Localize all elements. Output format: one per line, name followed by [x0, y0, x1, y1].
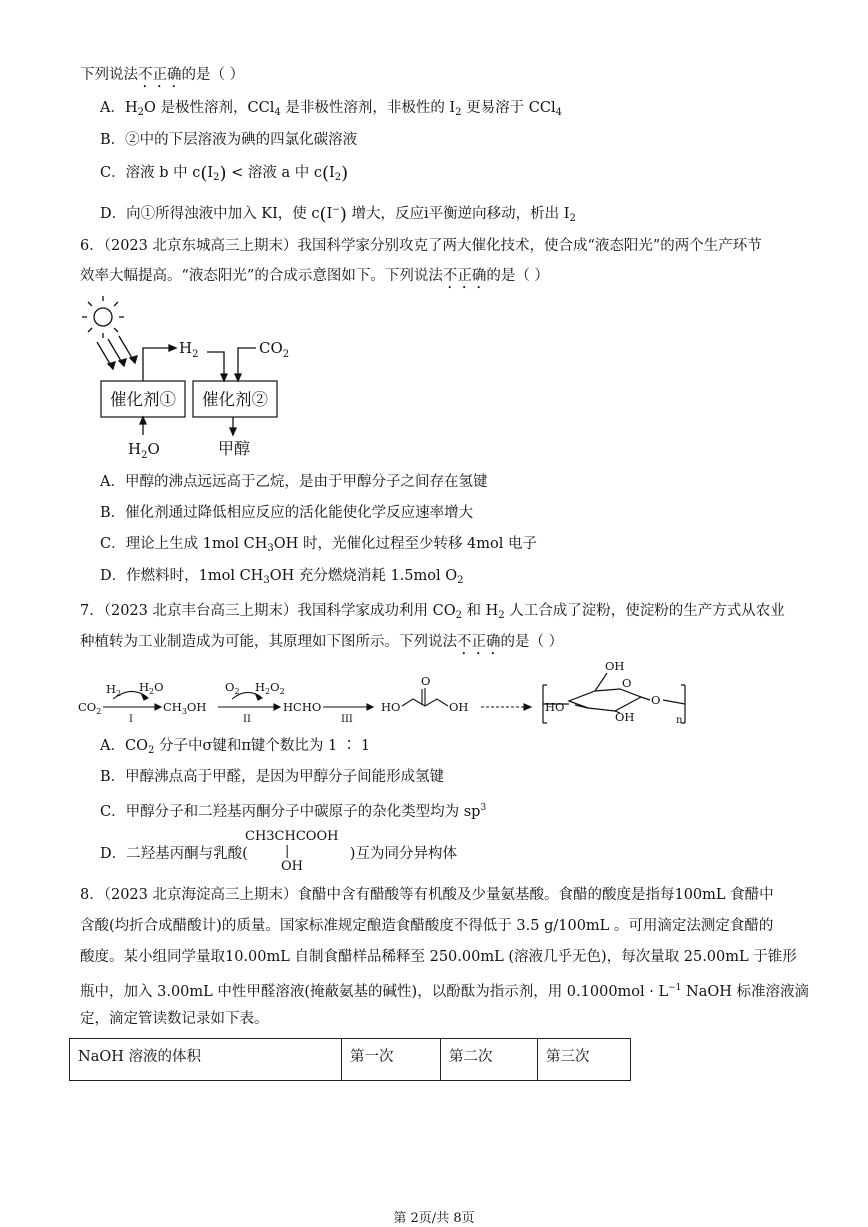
dihydroxyacetone-skeleton [402, 688, 448, 706]
q8-line1: 8．（2023 北京海淀高三上期末）食醋中含有醋酸等有机酸及少量氨基酸。食醋的酸度是指每100mL 食醋中 [80, 887, 774, 903]
liquid-sunshine-diagram [75, 295, 315, 465]
ring-oh: OH [615, 710, 635, 724]
water-label: $H_2O$ [128, 440, 160, 461]
titration-table [69, 1038, 631, 1081]
repeat-n: n [676, 715, 683, 726]
co2-label: $CO_2$ [259, 339, 290, 360]
sun-icon [82, 296, 124, 338]
formaldehyde: HCHO [283, 700, 322, 714]
table-header-first: 第一次 [342, 1039, 441, 1081]
light-ray-arrows [97, 336, 137, 369]
co2-reactant: $CO_2$ [78, 700, 102, 716]
ring-oh-top: OH [605, 659, 625, 673]
glycosidic-oxygen: O [651, 693, 661, 707]
methanol: $CH_3OH$ [163, 700, 207, 716]
q8-line5: 定，滴定管读数记录如下表。 [80, 1011, 269, 1027]
q7-option-d: D．二羟基丙酮与乳酸( )互为同分异构体 [100, 846, 457, 862]
table-header-second: 第二次 [441, 1039, 538, 1081]
catalyst-2-label: 催化剂② [202, 390, 268, 409]
step-2-label: II [243, 714, 251, 725]
intro-text: 下列说法 [80, 67, 138, 83]
h2o-byproduct: $H_2O$ [139, 680, 164, 696]
h2o2-byproduct: $H_2O_2$ [255, 680, 285, 696]
q8-line4: 瓶中，加入 3.00mL 中性甲醛溶液(掩蔽氨基的碱性)，以酚酞为指示剂，用 $0.1000mol \cdot L^{-1}$ NaOH 标准溶液滴 [80, 983, 809, 1000]
ring-ho: HO [545, 700, 565, 714]
lactic-acid-oh: OH [281, 859, 303, 874]
q5-option-c: C．溶液 b 中 $c(I_2)$ < 溶液 a 中 $c(I_2)$ [100, 163, 349, 184]
starch-synthesis-scheme [75, 655, 695, 730]
step-3-label: III [341, 714, 353, 725]
dha-carbonyl-o: O [421, 674, 431, 688]
q6-option-a: A．甲醇的沸点远远高于乙烷，是由于甲醇分子之间存在氢键 [100, 474, 488, 490]
glucose-ring-structure [543, 673, 685, 723]
step-1-label: I [129, 714, 133, 725]
table-row [70, 1039, 631, 1081]
q7-stem-line1: 7．（2023 北京丰台高三上期末）我国科学家成功利用 $CO_2$ 和 $H_2$ 人工合成了淀粉，使淀粉的生产方式从农业 [80, 603, 785, 621]
hydrogen-label: $H_2$ [179, 339, 199, 360]
q7-stem-line2: 种植转为工业制造成为可能，其原理如下图所示。下列说法不正确的是（ ） [80, 634, 564, 650]
page-footer: 第 2页/共 8页 [393, 1211, 475, 1226]
emphasis-text: 不正确 [138, 67, 182, 83]
question-intro [80, 64, 244, 91]
q7-option-a: A．$CO_2$ 分子中σ键和π键个数比为 1 ∶ 1 [100, 738, 371, 756]
q5-option-a: A．$H_2O$ 是极性溶剂，CCl$_4$ 是非极性溶剂，非极性的 $I_2$ 更易溶于 CCl$_4$ [100, 100, 562, 118]
q5-option-d: D．向①所得浊液中加入 KI，使 c(I−) 增大，反应i平衡逆向移动，析出 $I_2$ [100, 204, 576, 225]
catalyst-1-label: 催化剂① [110, 390, 176, 409]
dha-oh: OH [449, 700, 469, 714]
q5-option-b: B．②中的下层溶液为碘的四氯化碳溶液 [100, 132, 358, 148]
q6-stem-line2: 效率大幅提高。“液态阳光”的合成示意图如下。下列说法不正确的是（ ） [80, 268, 549, 284]
q6-stem-line1: 6．（2023 北京东城高三上期末）我国科学家分别攻克了两大催化技术，使合成“液态阳光”的两个生产环节 [80, 238, 762, 254]
q7-option-b: B．甲醇沸点高于甲醛，是因为甲醇分子间能形成氢键 [100, 769, 445, 785]
ring-oxygen: O [622, 676, 632, 690]
q6-option-b: B．催化剂通过降低相应反应的活化能使化学反应速率增大 [100, 505, 474, 521]
table-header-volume: NaOH 溶液的体积 [70, 1039, 342, 1081]
lactic-acid-formula: CH3CHCOOH | OH [245, 829, 339, 874]
methanol-label: 甲醇 [218, 439, 251, 458]
q7-option-c: C．甲醇分子和二羟基丙酮分子中碳原子的杂化类型均为 $sp^3$ [100, 803, 487, 820]
lactic-acid-top: CH3CHCOOH [245, 829, 339, 844]
q8-line3: 酸度。某小组同学量取10.00mL 自制食醋样品稀释至 250.00mL (溶液几乎无色)，每次量取 25.00mL 于锥形 [80, 949, 797, 965]
q8-line2: 含酸(均折合成醋酸计)的质量。国家标准规定酿造食醋酸度不得低于 3.5 g/100mL 。可用滴定法测定食醋的 [80, 918, 774, 934]
h2-reagent: $H_2$ [106, 682, 122, 698]
q6-option-d: D．作燃料时，1mol $CH_3OH$ 充分燃烧消耗 1.5mol $O_2$ [100, 568, 464, 586]
dha-ho: HO [381, 700, 401, 714]
q6-option-c: C．理论上生成 1mol $CH_3OH$ 时，光催化过程至少转移 4mol 电子 [100, 536, 537, 554]
o2-reagent: $O_2$ [225, 680, 240, 696]
table-header-third: 第三次 [538, 1039, 631, 1081]
intro-text: 的是（ ） [181, 67, 245, 83]
